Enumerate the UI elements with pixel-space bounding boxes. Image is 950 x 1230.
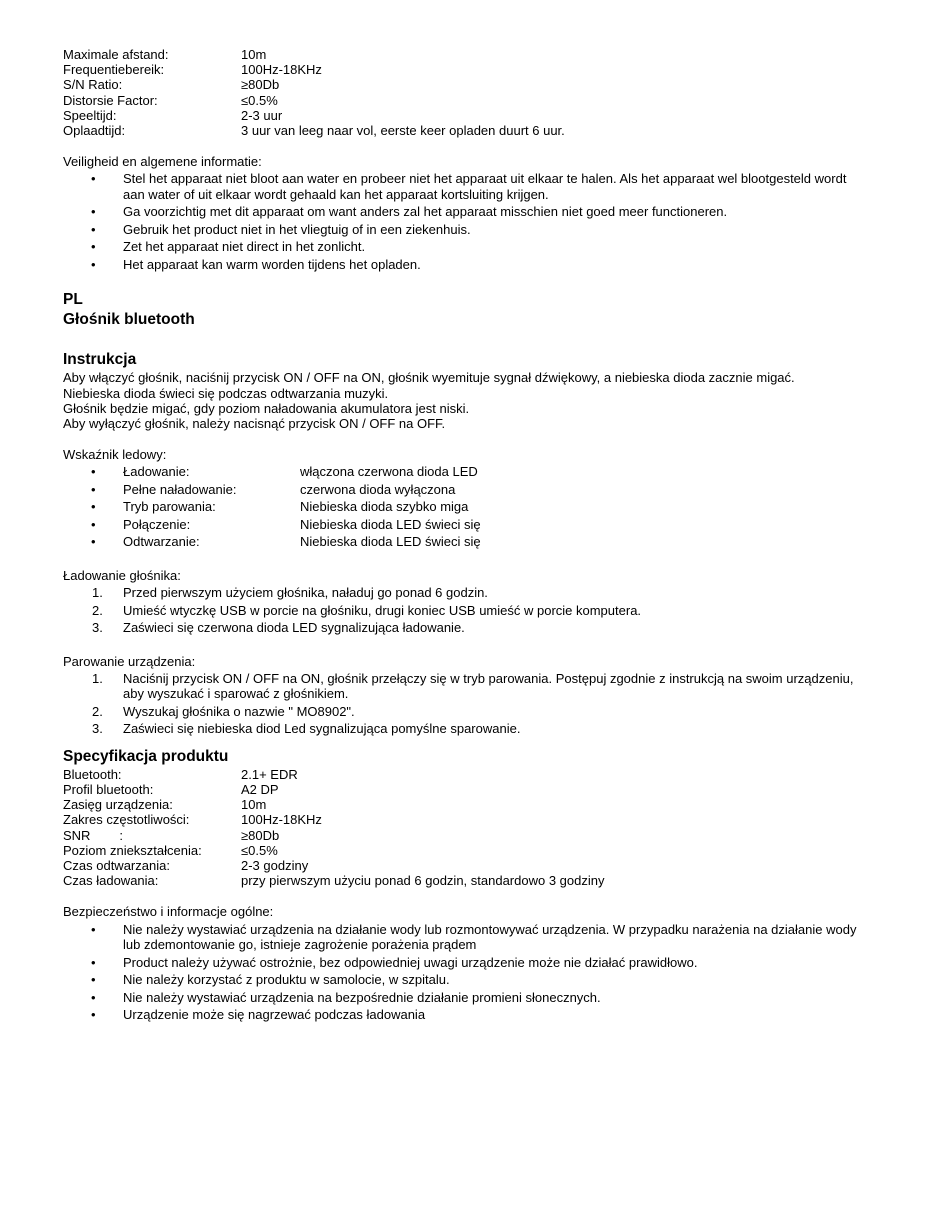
nl-safety-list: [63, 171, 863, 272]
pl-spec-row: SNR : ≥80Db: [63, 827, 280, 843]
list-item: • Stel het apparaat niet bloot aan water en probeer niet het apparaat uit elkaar te halen. Als het apparaat wel blootgesteld wordt aan water of uit elkaar wordt gehaald kan het apparaat kortsluiting krijgen.: [91, 171, 847, 202]
nl-spec-row: Frequentiebereik: 100Hz-18KHz: [63, 62, 322, 78]
pl-spec-row: Zasięg urządzenia: 10m: [63, 797, 267, 813]
list-item: • Odtwarzanie: Niebieska dioda LED świeci się: [91, 534, 481, 550]
list-item: • Pełne naładowanie: czerwona dioda wyłączona: [91, 481, 456, 497]
pl-pairing-list: [63, 671, 863, 737]
list-item: 2. Wyszukaj głośnika o nazwie " MO8902".: [92, 703, 355, 719]
pl-spec-row: Bluetooth: 2.1+ EDR: [63, 766, 298, 782]
nl-spec-row: Maximale afstand: 10m: [63, 47, 267, 62]
pl-spec-row: Zakres częstotliwości: 100Hz-18KHz: [63, 812, 322, 828]
pl-led-title: Wskaźnik ledowy:: [63, 447, 167, 463]
pl-safety-list: [63, 922, 863, 1023]
list-item: • Gebruik het product niet in het vliegtuig of in een ziekenhuis.: [91, 221, 471, 237]
list-item: • Product należy używać ostrożnie, bez odpowiedniej uwagi urządzenie może nie działać prawidłowo.: [91, 954, 698, 970]
list-item: • Ładowanie: włączona czerwona dioda LED: [91, 464, 478, 480]
pl-language-heading: PL: [63, 291, 83, 309]
pl-charging-list: [63, 585, 863, 636]
pl-safety-title: Bezpieczeństwo i informacje ogólne:: [63, 904, 274, 920]
pl-spec-row: Profil bluetooth: A2 DP: [63, 782, 279, 798]
pl-spec-heading: Specyfikacja produktu: [63, 747, 229, 765]
list-item: • Nie należy korzystać z produktu w samolocie, w szpitalu.: [91, 972, 450, 988]
pl-product-title: Głośnik bluetooth: [63, 311, 195, 329]
list-item: • Het apparaat kan warm worden tijdens het opladen.: [91, 256, 421, 272]
pl-instructions-text: Aby włączyć głośnik, naciśnij przycisk ON / OFF na ON, głośnik wyemituje sygnał dźwiękowy, a niebieska dioda zacznie migać. Niebieska dioda świeci się podczas odtwarzania muzyki. Głośnik będzie migać, gdy poziom naładowania akumulatora jest niski. Aby wyłączyć głośnik, należy nacisnąć przycisk ON / OFF na OFF.: [63, 370, 795, 432]
pl-charging-title: Ładowanie głośnika:: [63, 567, 181, 583]
nl-spec-table: [63, 47, 863, 138]
nl-safety-title: Veiligheid en algemene informatie:: [63, 154, 262, 170]
nl-spec-row: Oplaadtijd: 3 uur van leeg naar vol, eerste keer opladen duurt 6 uur.: [63, 123, 565, 139]
list-item: • Ga voorzichtig met dit apparaat om want anders zal het apparaat misschien niet goed meer functioneren.: [91, 204, 728, 220]
pl-led-list: [63, 464, 863, 550]
nl-spec-row: Distorsie Factor: ≤0.5%: [63, 92, 278, 108]
document-content: [63, 47, 863, 1025]
pl-spec-table: [63, 767, 863, 889]
nl-spec-row: S/N Ratio: ≥80Db: [63, 77, 280, 93]
pl-instructions-heading: Instrukcja: [63, 351, 137, 369]
list-item: • Nie należy wystawiać urządzenia na bezpośrednie działanie promieni słonecznych.: [91, 989, 601, 1005]
list-item: • Nie należy wystawiać urządzenia na działanie wody lub rozmontowywać urządzenia. W przypadku narażenia na działanie wody lub zdemontowanie go, istnieje zagrożenie porażenia prądem: [91, 921, 857, 953]
pl-spec-row: Poziom zniekształcenia: ≤0.5%: [63, 842, 278, 858]
list-item: 1. Przed pierwszym użyciem głośnika, naładuj go ponad 6 godzin.: [92, 585, 488, 601]
list-item: 3. Zaświeci się czerwona dioda LED sygnalizująca ładowanie.: [92, 620, 465, 636]
list-item: • Tryb parowania: Niebieska dioda szybko miga: [91, 499, 469, 515]
list-item: 2. Umieść wtyczkę USB w porcie na głośniku, drugi koniec USB umieść w porcie komputera.: [92, 602, 642, 618]
pl-spec-row: Czas ładowania: przy pierwszym użyciu ponad 6 godzin, standardowo 3 godziny: [63, 873, 605, 889]
list-item: 3. Zaświeci się niebieska diod Led sygnalizująca pomyślne sparowanie.: [92, 721, 521, 737]
list-item: 1. Naciśnij przycisk ON / OFF na ON, głośnik przełączy się w tryb parowania. Postępuj zgodnie z instrukcją na swoim urządzeniu, aby wyszukać i sparować z głośnikiem.: [92, 670, 854, 702]
nl-spec-row: Speeltijd: 2-3 uur: [63, 107, 283, 123]
pl-pairing-title: Parowanie urządzenia:: [63, 653, 196, 669]
list-item: • Urządzenie może się nagrzewać podczas ładowania: [91, 1007, 426, 1023]
list-item: • Połączenie: Niebieska dioda LED świeci się: [91, 516, 481, 532]
pl-spec-row: Czas odtwarzania: 2-3 godziny: [63, 858, 309, 874]
list-item: • Zet het apparaat niet direct in het zonlicht.: [91, 239, 366, 255]
